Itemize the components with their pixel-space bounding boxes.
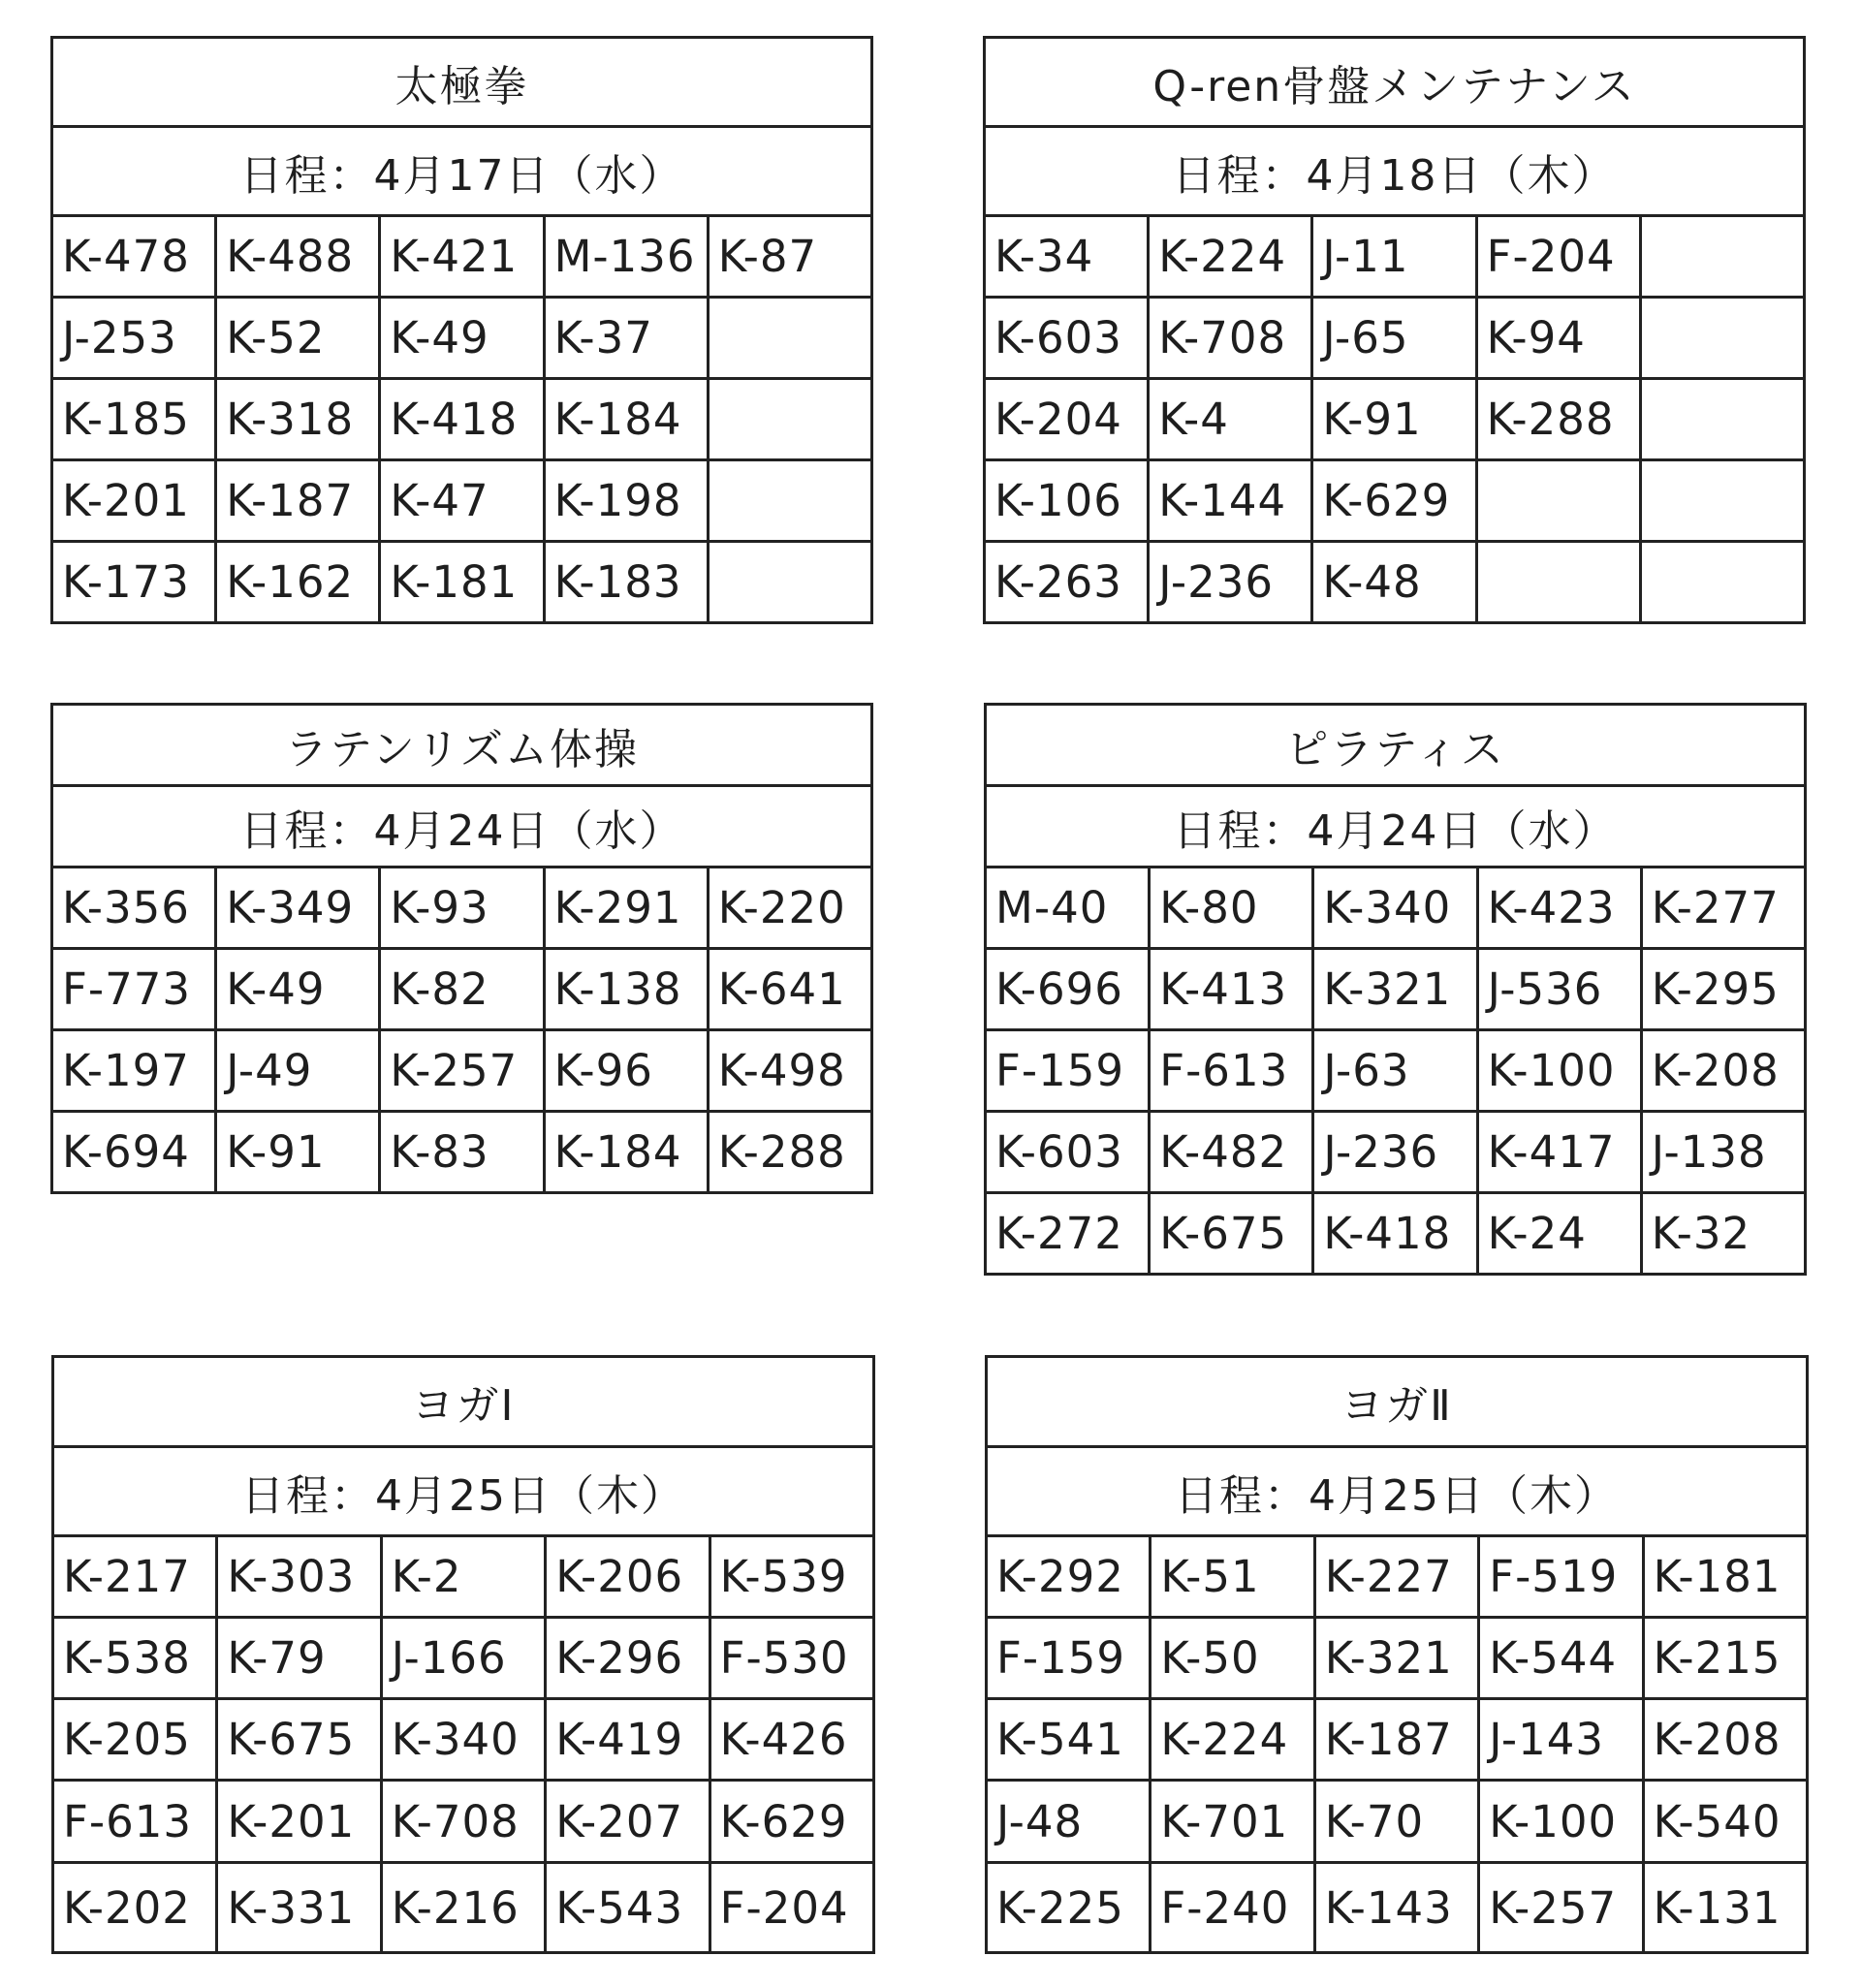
participant-id-cell: K-303	[218, 1537, 379, 1616]
participant-id-cell: K-96	[546, 1031, 707, 1110]
class-title: ヨガⅠ	[54, 1358, 872, 1448]
participant-id-cell: K-603	[986, 299, 1147, 377]
participant-id-cell: K-340	[383, 1700, 544, 1779]
participant-id-cell: K-32	[1643, 1194, 1804, 1273]
participant-id-cell: K-224	[1151, 1700, 1312, 1779]
participant-id-cell: K-49	[217, 950, 378, 1028]
participant-id-cell: K-187	[1316, 1700, 1477, 1779]
participant-grid	[53, 868, 870, 1191]
participant-id-cell: K-421	[381, 217, 542, 296]
participant-id-cell: K-207	[547, 1782, 708, 1861]
participant-id-cell: K-201	[218, 1782, 379, 1861]
participant-id-cell: M-136	[546, 217, 707, 296]
empty-cell	[1478, 543, 1639, 621]
participant-id-cell: K-181	[381, 543, 542, 621]
participant-id-cell: J-65	[1313, 299, 1474, 377]
participant-id-cell: K-629	[711, 1782, 872, 1861]
participant-id-cell: F-530	[711, 1619, 872, 1697]
empty-cell	[1642, 380, 1803, 458]
participant-id-cell: K-257	[381, 1031, 542, 1110]
participant-id-cell: K-708	[383, 1782, 544, 1861]
participant-id-cell: K-641	[710, 950, 870, 1028]
participant-id-cell: K-37	[546, 299, 707, 377]
participant-id-cell: K-701	[1151, 1782, 1312, 1861]
participant-id-cell: K-340	[1314, 868, 1475, 947]
participant-id-cell: K-48	[1313, 543, 1474, 621]
participant-id-cell: K-426	[711, 1700, 872, 1779]
class-title: ラテンリズム体操	[53, 706, 870, 787]
participant-id-cell: J-253	[53, 299, 214, 377]
participant-id-cell: K-94	[1478, 299, 1639, 377]
participant-id-cell: J-49	[217, 1031, 378, 1110]
participant-id-cell: K-292	[988, 1537, 1149, 1616]
participant-id-cell: K-34	[986, 217, 1147, 296]
participant-id-cell: K-216	[383, 1864, 544, 1951]
participant-id-cell: K-106	[986, 461, 1147, 540]
empty-cell	[710, 299, 870, 377]
class-table-pilates	[984, 703, 1807, 1276]
participant-id-cell: K-423	[1479, 868, 1640, 947]
participant-id-cell: K-291	[546, 868, 707, 947]
participant-id-cell: K-288	[710, 1113, 870, 1191]
participant-id-cell: K-696	[987, 950, 1148, 1028]
participant-id-cell: K-543	[547, 1864, 708, 1951]
participant-id-cell: J-63	[1314, 1031, 1475, 1110]
participant-id-cell: J-536	[1479, 950, 1640, 1028]
participant-id-cell: K-603	[987, 1113, 1148, 1191]
participant-id-cell: K-205	[54, 1700, 215, 1779]
participant-id-cell: K-206	[547, 1537, 708, 1616]
participant-id-cell: K-539	[711, 1537, 872, 1616]
participant-id-cell: K-70	[1316, 1782, 1477, 1861]
participant-id-cell: K-296	[547, 1619, 708, 1697]
empty-cell	[1642, 217, 1803, 296]
participant-id-cell: K-349	[217, 868, 378, 947]
participant-id-cell: K-82	[381, 950, 542, 1028]
participant-id-cell: F-613	[54, 1782, 215, 1861]
participant-id-cell: K-413	[1151, 950, 1311, 1028]
class-title: ヨガⅡ	[988, 1358, 1806, 1448]
participant-id-cell: K-277	[1643, 868, 1804, 947]
class-table-latin-rhythm	[50, 703, 873, 1194]
participant-id-cell: F-519	[1480, 1537, 1641, 1616]
participant-grid	[54, 1537, 872, 1951]
empty-cell	[1642, 299, 1803, 377]
participant-id-cell: K-217	[54, 1537, 215, 1616]
participant-id-cell: K-204	[986, 380, 1147, 458]
participant-grid	[987, 868, 1804, 1273]
empty-cell	[710, 380, 870, 458]
participant-id-cell: J-11	[1313, 217, 1474, 296]
participant-id-cell: J-166	[383, 1619, 544, 1697]
participant-id-cell: K-91	[1313, 380, 1474, 458]
participant-grid	[986, 217, 1803, 621]
empty-cell	[710, 543, 870, 621]
participant-id-cell: K-208	[1643, 1031, 1804, 1110]
participant-id-cell: F-613	[1151, 1031, 1311, 1110]
participant-id-cell: K-675	[1151, 1194, 1311, 1273]
participant-id-cell: K-183	[546, 543, 707, 621]
participant-id-cell: K-694	[53, 1113, 214, 1191]
participant-id-cell: K-138	[546, 950, 707, 1028]
participant-id-cell: K-295	[1643, 950, 1804, 1028]
participant-id-cell: K-540	[1645, 1782, 1806, 1861]
class-title: ピラティス	[987, 706, 1804, 787]
participant-id-cell: K-52	[217, 299, 378, 377]
participant-id-cell: J-236	[1314, 1113, 1475, 1191]
participant-id-cell: F-204	[1478, 217, 1639, 296]
empty-cell	[1478, 461, 1639, 540]
participant-id-cell: F-773	[53, 950, 214, 1028]
class-title: 太極拳	[53, 39, 870, 128]
participant-id-cell: K-708	[1150, 299, 1310, 377]
participant-id-cell: K-419	[547, 1700, 708, 1779]
participant-id-cell: K-202	[54, 1864, 215, 1951]
participant-id-cell: K-541	[988, 1700, 1149, 1779]
class-table-taikyokuken	[50, 36, 873, 624]
class-date: 日程：4月17日（水）	[53, 128, 870, 217]
participant-id-cell: K-87	[710, 217, 870, 296]
participant-id-cell: F-204	[711, 1864, 872, 1951]
participant-id-cell: K-83	[381, 1113, 542, 1191]
class-date: 日程：4月25日（木）	[54, 1448, 872, 1537]
class-date: 日程：4月25日（木）	[988, 1448, 1806, 1537]
participant-id-cell: K-478	[53, 217, 214, 296]
participant-id-cell: K-331	[218, 1864, 379, 1951]
participant-id-cell: K-24	[1479, 1194, 1640, 1273]
participant-id-cell: K-629	[1313, 461, 1474, 540]
participant-id-cell: J-138	[1643, 1113, 1804, 1191]
participant-grid	[53, 217, 870, 621]
participant-id-cell: K-675	[218, 1700, 379, 1779]
participant-id-cell: K-51	[1151, 1537, 1312, 1616]
participant-id-cell: F-159	[987, 1031, 1148, 1110]
participant-id-cell: K-418	[381, 380, 542, 458]
participant-id-cell: K-47	[381, 461, 542, 540]
participant-id-cell: K-50	[1151, 1619, 1312, 1697]
participant-id-cell: K-544	[1480, 1619, 1641, 1697]
empty-cell	[1642, 461, 1803, 540]
class-date: 日程：4月24日（水）	[53, 787, 870, 868]
participant-id-cell: K-100	[1480, 1782, 1641, 1861]
participant-id-cell: K-198	[546, 461, 707, 540]
participant-id-cell: K-257	[1480, 1864, 1641, 1951]
participant-id-cell: K-162	[217, 543, 378, 621]
participant-id-cell: K-482	[1151, 1113, 1311, 1191]
participant-id-cell: F-159	[988, 1619, 1149, 1697]
participant-id-cell: J-48	[988, 1782, 1149, 1861]
class-title: Q-ren骨盤メンテナンス	[986, 39, 1803, 128]
participant-id-cell: J-143	[1480, 1700, 1641, 1779]
participant-id-cell: K-2	[383, 1537, 544, 1616]
participant-id-cell: K-288	[1478, 380, 1639, 458]
class-table-yoga-1	[51, 1355, 875, 1954]
participant-id-cell: K-184	[546, 380, 707, 458]
participant-id-cell: K-79	[218, 1619, 379, 1697]
participant-id-cell: K-144	[1150, 461, 1310, 540]
participant-id-cell: K-4	[1150, 380, 1310, 458]
participant-id-cell: K-356	[53, 868, 214, 947]
participant-id-cell: K-208	[1645, 1700, 1806, 1779]
participant-id-cell: K-173	[53, 543, 214, 621]
participant-id-cell: K-184	[546, 1113, 707, 1191]
participant-id-cell: K-49	[381, 299, 542, 377]
participant-id-cell: K-272	[987, 1194, 1148, 1273]
participant-id-cell: K-318	[217, 380, 378, 458]
participant-id-cell: K-321	[1316, 1619, 1477, 1697]
class-table-pelvis-maintenance	[983, 36, 1806, 624]
participant-id-cell: K-143	[1316, 1864, 1477, 1951]
participant-id-cell: K-131	[1645, 1864, 1806, 1951]
participant-id-cell: K-100	[1479, 1031, 1640, 1110]
participant-id-cell: K-80	[1151, 868, 1311, 947]
class-table-yoga-2	[985, 1355, 1809, 1954]
participant-id-cell: K-225	[988, 1864, 1149, 1951]
empty-cell	[1642, 543, 1803, 621]
participant-id-cell: K-91	[217, 1113, 378, 1191]
participant-id-cell: K-187	[217, 461, 378, 540]
participant-id-cell: K-215	[1645, 1619, 1806, 1697]
participant-id-cell: K-321	[1314, 950, 1475, 1028]
participant-id-cell: K-181	[1645, 1537, 1806, 1616]
participant-id-cell: K-197	[53, 1031, 214, 1110]
participant-id-cell: M-40	[987, 868, 1148, 947]
participant-id-cell: J-236	[1150, 543, 1310, 621]
participant-id-cell: K-220	[710, 868, 870, 947]
participant-id-cell: K-93	[381, 868, 542, 947]
participant-grid	[988, 1537, 1806, 1951]
participant-id-cell: K-201	[53, 461, 214, 540]
participant-id-cell: K-185	[53, 380, 214, 458]
participant-id-cell: F-240	[1151, 1864, 1312, 1951]
class-date: 日程：4月24日（水）	[987, 787, 1804, 868]
participant-id-cell: K-227	[1316, 1537, 1477, 1616]
participant-id-cell: K-417	[1479, 1113, 1640, 1191]
class-date: 日程：4月18日（木）	[986, 128, 1803, 217]
participant-id-cell: K-418	[1314, 1194, 1475, 1273]
empty-cell	[710, 461, 870, 540]
participant-id-cell: K-263	[986, 543, 1147, 621]
participant-id-cell: K-224	[1150, 217, 1310, 296]
participant-id-cell: K-498	[710, 1031, 870, 1110]
participant-id-cell: K-488	[217, 217, 378, 296]
participant-id-cell: K-538	[54, 1619, 215, 1697]
